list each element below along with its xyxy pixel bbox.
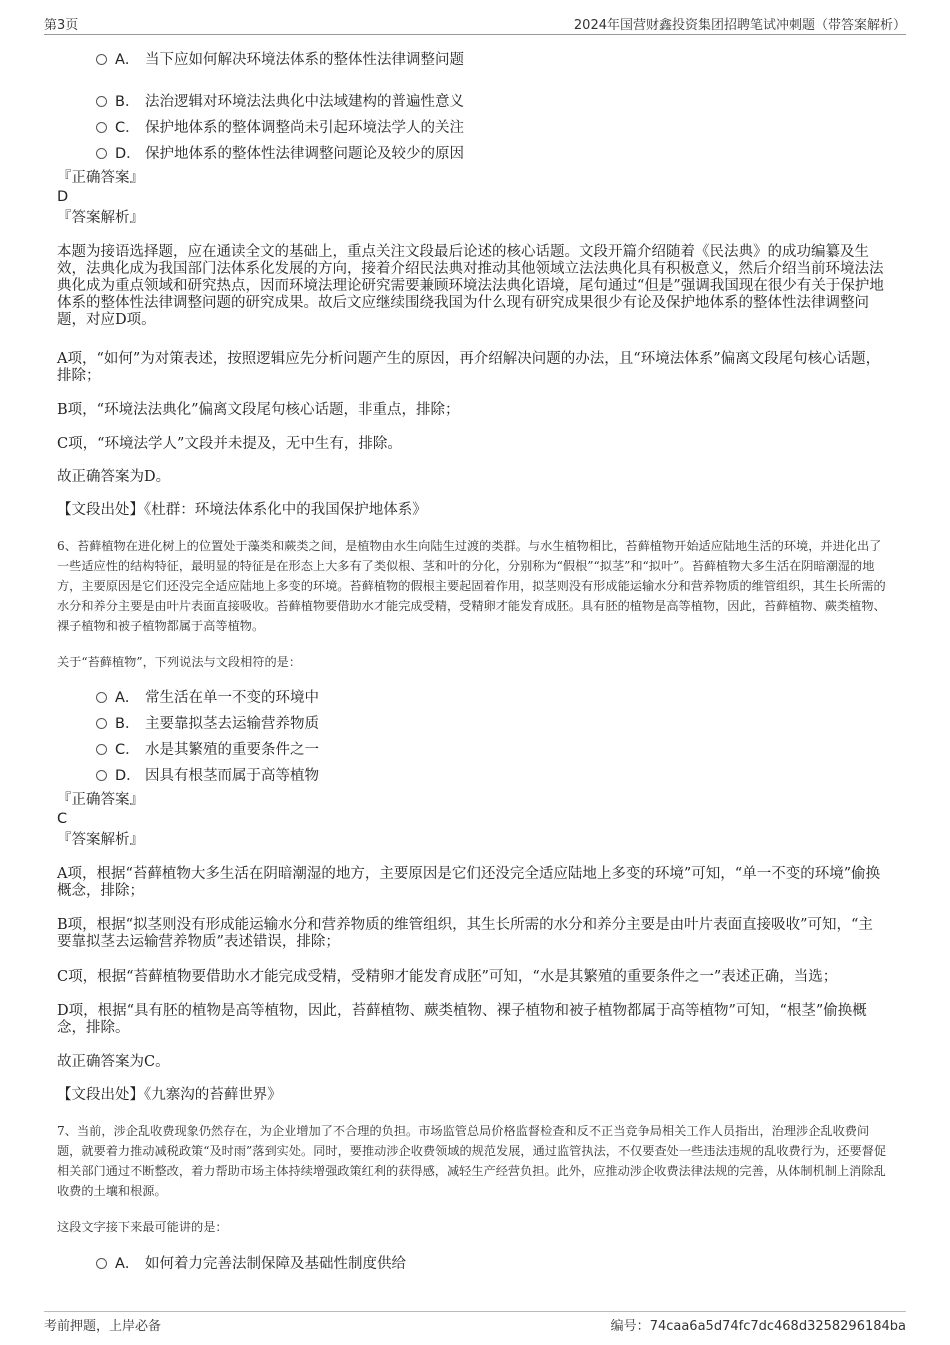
- radio-icon[interactable]: [96, 54, 107, 65]
- radio-icon[interactable]: [96, 744, 107, 755]
- q6-option-c[interactable]: C． 水是其繁殖的重要条件之一: [96, 738, 319, 760]
- radio-icon[interactable]: [96, 770, 107, 781]
- q6-source: 【文段出处】《九寨沟的苔藓世界》: [57, 1087, 282, 1103]
- q6-note-d: D项，根据“具有胚的植物是高等植物，因此，苔藓植物、蕨类植物、裸子植物和被子植物都属于高等植物”可知，“根茎”偷换概念，排除。: [57, 1003, 867, 1036]
- q6-conclusion: 故正确答案为C。: [57, 1054, 170, 1070]
- q5-note-c: C项，“环境法学人”文段并未提及，无中生有，排除。: [57, 436, 402, 452]
- q6-analysis-label: 『答案解析』: [57, 832, 144, 848]
- q7-passage: 7、当前，涉企乱收费现象仍然存在，为企业增加了不合理的负担。市场监管总局价格监督检查和反不正当竞争局相关工作人员指出，治理涉企乱收费问题，就要着力推动减税政策“及时雨”落到实处。同时，要推动涉企收费领域的规范发展，通过监管执法，不仅要查处一些违法违规的乱收费行为，还要督促相关部门通过不断整改，着力帮助市场主体持续增强政策红利的获得感，减轻生产经营负担。此外，应推动涉企收费法律法规的完善，从体制机制上消除乱收费的土壤和根源。: [57, 1124, 887, 1198]
- q6-note-c: C项，根据“苔藓植物要借助水才能完成受精，受精卵才能发育成胚”可知，“水是其繁殖的重要条件之一”表述正确，当选；: [57, 969, 838, 985]
- q5-option-c[interactable]: C． 保护地体系的整体调整尚未引起环境法学人的关注: [96, 116, 464, 138]
- q6-note-a: A项，根据“苔藓植物大多生活在阴暗潮湿的地方，主要原因是它们还没完全适应陆地上多变的环境”可知，“单一不变的环境”偷换概念，排除；: [57, 866, 881, 899]
- q5-option-d[interactable]: D． 保护地体系的整体性法律调整问题论及较少的原因: [96, 142, 464, 164]
- q5-note-a: A项，“如何”为对策表述，按照逻辑应先分析问题产生的原因，再介绍解决问题的办法，且“环境法体系”偏离文段尾句核心话题，排除；: [57, 351, 881, 384]
- q6-option-a[interactable]: A． 常生活在单一不变的环境中: [96, 686, 319, 708]
- q5-conclusion: 故正确答案为D。: [57, 469, 171, 485]
- q5-analysis-label: 『答案解析』: [57, 210, 144, 226]
- q5-source: 【文段出处】《杜群：环境法体系化中的我国保护地体系》: [57, 502, 427, 518]
- q6-option-b[interactable]: B． 主要靠拟茎去运输营养物质: [96, 712, 319, 734]
- q5-option-a[interactable]: A． 当下应如何解决环境法体系的整体性法律调整问题: [96, 48, 464, 70]
- q5-analysis: 本题为接语选择题，应在通读全文的基础上，重点关注文段最后论述的核心话题。文段开篇介绍随着《民法典》的成功编纂及生效，法典化成为我国部门法体系化发展的方向，接着介绍民法典对推动其他领域立法法典化具有积极意义，然后介绍当前环境法法典化成为重点领域和研究热点，因而环境法理论研究需要兼顾环境法法典化语境，尾句通过“但是”强调我国现在很少有关于保护地体系的整体性法律调整问题的研究成果。故后文应继续围绕我国为什么现有研究成果很少有论及保护地体系的整体性法律调整问题，对应D项。: [57, 244, 884, 328]
- document-title: 2024年国营财鑫投资集团招聘笔试冲刺题（带答案解析）: [573, 18, 906, 33]
- q5-answer: D: [57, 189, 69, 205]
- q6-option-d[interactable]: D． 因具有根茎而属于高等植物: [96, 764, 319, 786]
- radio-icon[interactable]: [96, 1258, 107, 1269]
- q5-option-b[interactable]: B． 法治逻辑对环境法法典化中法域建构的普遍性意义: [96, 90, 464, 112]
- footer-slogan: 考前押题，上岸必备: [44, 1319, 162, 1334]
- q6-answer: C: [57, 811, 68, 827]
- q6-answer-label: 『正确答案』: [57, 792, 144, 808]
- radio-icon[interactable]: [96, 718, 107, 729]
- q5-answer-label: 『正确答案』: [57, 170, 144, 186]
- radio-icon[interactable]: [96, 122, 107, 133]
- page-footer: [44, 1311, 906, 1336]
- q6-passage: 6、苔藓植物在进化树上的位置处于藻类和蕨类之间，是植物由水生向陆生过渡的类群。与水生植物相比，苔藓植物开始适应陆地生活的环境，并进化出了一些适应性的结构特征，最明显的特征是在形态上大多有了类似根、茎和叶的分化，分别称为“假根”“拟茎”和“拟叶”。苔藓植物大多生活在阴暗潮湿的地方，主要原因是它们还没完全适应陆地上多变的环境。苔藓植物的假根主要起固着作用，拟茎则没有形成能运输水分和营养物质的维管组织，其生长所需的水分和养分主要是由叶片表面直接吸收。苔藓植物要借助水才能完成受精，受精卵才能发育成胚。具有胚的植物是高等植物，因此，苔藓植物、蕨类植物、裸子植物和被子植物都属于高等植物。: [57, 539, 886, 633]
- q6-stem: 关于“苔藓植物”，下列说法与文段相符的是：: [57, 655, 302, 669]
- page-number: 第3页: [44, 18, 79, 33]
- q7-option-a[interactable]: A． 如何着力完善法制保障及基础性制度供给: [96, 1252, 406, 1274]
- footer-code: 编号：74caa6a5d74fc7dc468d3258296184ba: [610, 1319, 906, 1334]
- radio-icon[interactable]: [96, 96, 107, 107]
- q6-note-b: B项，根据“拟茎则没有形成能运输水分和营养物质的维管组织，其生长所需的水分和养分主要是由叶片表面直接吸收”可知，“主要靠拟茎去运输营养物质”表述错误，排除；: [57, 917, 873, 950]
- page-header: [44, 14, 906, 35]
- radio-icon[interactable]: [96, 692, 107, 703]
- q5-note-b: B项，“环境法法典化”偏离文段尾句核心话题，非重点，排除；: [57, 402, 460, 418]
- radio-icon[interactable]: [96, 148, 107, 159]
- q7-stem: 这段文字接下来最可能讲的是：: [57, 1220, 228, 1234]
